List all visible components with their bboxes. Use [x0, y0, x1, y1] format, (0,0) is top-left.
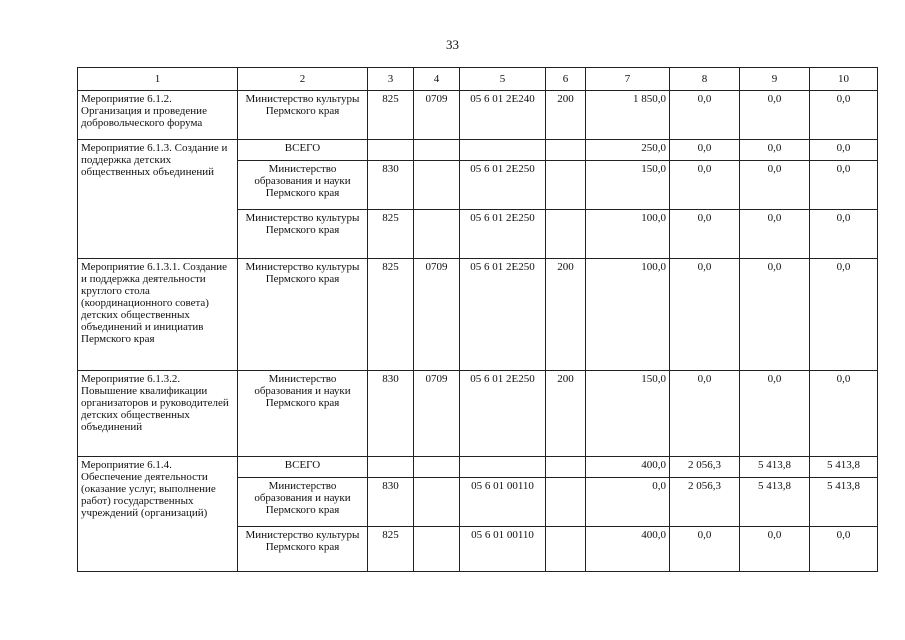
amount-col9: 0,0 — [740, 161, 810, 210]
header-row — [78, 68, 878, 91]
activity-name: Мероприятие 6.1.3.2. Повышение квалификации организаторов и руководителей детских общественных объединений — [78, 371, 238, 457]
amount-col7: 400,0 — [586, 457, 670, 478]
expense-type-code: 200 — [546, 259, 586, 371]
activity-name: Мероприятие 6.1.4. Обеспечение деятельности (оказание услуг, выполнение работ) государственных учреждений (организаций) — [78, 457, 238, 572]
amount-col8: 2 056,3 — [670, 478, 740, 527]
target-article-code: 05 6 01 2Е250 — [460, 210, 546, 259]
amount-col10: 0,0 — [810, 259, 878, 371]
col-header-3: 3 — [368, 68, 414, 91]
col-header-8: 8 — [670, 68, 740, 91]
amount-col7: 100,0 — [586, 259, 670, 371]
department: ВСЕГО — [238, 457, 368, 478]
department: Министерство образования и науки Пермского края — [238, 371, 368, 457]
department: Министерство культуры Пермского края — [238, 259, 368, 371]
amount-col9: 5 413,8 — [740, 457, 810, 478]
section-code — [414, 140, 460, 161]
ministry-code — [368, 457, 414, 478]
amount-col8: 0,0 — [670, 527, 740, 572]
ministry-code — [368, 140, 414, 161]
expense-type-code — [546, 210, 586, 259]
department: Министерство образования и науки Пермского края — [238, 161, 368, 210]
table-row — [78, 457, 878, 478]
expense-type-code: 200 — [546, 91, 586, 140]
col-header-4: 4 — [414, 68, 460, 91]
ministry-code: 825 — [368, 91, 414, 140]
amount-col7: 100,0 — [586, 210, 670, 259]
table-row — [78, 91, 878, 140]
activity-name: Мероприятие 6.1.3. Создание и поддержка детских общественных объединений — [78, 140, 238, 259]
ministry-code: 830 — [368, 371, 414, 457]
amount-col7: 400,0 — [586, 527, 670, 572]
amount-col10: 5 413,8 — [810, 478, 878, 527]
amount-col7: 150,0 — [586, 371, 670, 457]
target-article-code: 05 6 01 2Е250 — [460, 371, 546, 457]
amount-col8: 0,0 — [670, 91, 740, 140]
ministry-code: 830 — [368, 478, 414, 527]
amount-col9: 0,0 — [740, 371, 810, 457]
section-code — [414, 457, 460, 478]
expense-type-code: 200 — [546, 371, 586, 457]
amount-col10: 5 413,8 — [810, 457, 878, 478]
ministry-code: 825 — [368, 527, 414, 572]
target-article-code: 05 6 01 2Е240 — [460, 91, 546, 140]
section-code: 0709 — [414, 371, 460, 457]
amount-col7: 1 850,0 — [586, 91, 670, 140]
amount-col10: 0,0 — [810, 140, 878, 161]
amount-col9: 0,0 — [740, 527, 810, 572]
table-row — [78, 140, 878, 161]
section-code: 0709 — [414, 91, 460, 140]
col-header-10: 10 — [810, 68, 878, 91]
section-code — [414, 478, 460, 527]
activity-name: Мероприятие 6.1.2. Организация и проведение добровольческого форума — [78, 91, 238, 140]
target-article-code: 05 6 01 00110 — [460, 527, 546, 572]
col-header-2: 2 — [238, 68, 368, 91]
target-article-code: 05 6 01 2Е250 — [460, 161, 546, 210]
amount-col10: 0,0 — [810, 210, 878, 259]
expense-type-code — [546, 478, 586, 527]
amount-col8: 0,0 — [670, 371, 740, 457]
section-code — [414, 527, 460, 572]
expense-type-code — [546, 527, 586, 572]
budget-table — [77, 67, 878, 572]
section-code — [414, 210, 460, 259]
amount-col9: 5 413,8 — [740, 478, 810, 527]
amount-col9: 0,0 — [740, 140, 810, 161]
department: Министерство образования и науки Пермского края — [238, 478, 368, 527]
section-code — [414, 161, 460, 210]
ministry-code: 830 — [368, 161, 414, 210]
expense-type-code — [546, 457, 586, 478]
expense-type-code — [546, 140, 586, 161]
amount-col9: 0,0 — [740, 210, 810, 259]
amount-col8: 0,0 — [670, 259, 740, 371]
department: Министерство культуры Пермского края — [238, 210, 368, 259]
amount-col7: 150,0 — [586, 161, 670, 210]
amount-col9: 0,0 — [740, 91, 810, 140]
section-code: 0709 — [414, 259, 460, 371]
amount-col8: 0,0 — [670, 140, 740, 161]
amount-col7: 250,0 — [586, 140, 670, 161]
table-row — [78, 259, 878, 371]
col-header-5: 5 — [460, 68, 546, 91]
activity-name: Мероприятие 6.1.3.1. Создание и поддержка деятельности круглого стола (координационного совета) детских общественных объединений и инициатив Пермского края — [78, 259, 238, 371]
amount-col10: 0,0 — [810, 91, 878, 140]
amount-col10: 0,0 — [810, 527, 878, 572]
table-row — [78, 371, 878, 457]
target-article-code: 05 6 01 00110 — [460, 478, 546, 527]
col-header-7: 7 — [586, 68, 670, 91]
target-article-code — [460, 457, 546, 478]
amount-col8: 0,0 — [670, 161, 740, 210]
department: ВСЕГО — [238, 140, 368, 161]
ministry-code: 825 — [368, 259, 414, 371]
ministry-code: 825 — [368, 210, 414, 259]
amount-col9: 0,0 — [740, 259, 810, 371]
department: Министерство культуры Пермского края — [238, 91, 368, 140]
col-header-1: 1 — [78, 68, 238, 91]
amount-col10: 0,0 — [810, 161, 878, 210]
amount-col10: 0,0 — [810, 371, 878, 457]
amount-col7: 0,0 — [586, 478, 670, 527]
page-number: 33 — [446, 37, 459, 52]
target-article-code — [460, 140, 546, 161]
col-header-9: 9 — [740, 68, 810, 91]
department: Министерство культуры Пермского края — [238, 527, 368, 572]
col-header-6: 6 — [546, 68, 586, 91]
target-article-code: 05 6 01 2Е250 — [460, 259, 546, 371]
amount-col8: 0,0 — [670, 210, 740, 259]
amount-col8: 2 056,3 — [670, 457, 740, 478]
expense-type-code — [546, 161, 586, 210]
